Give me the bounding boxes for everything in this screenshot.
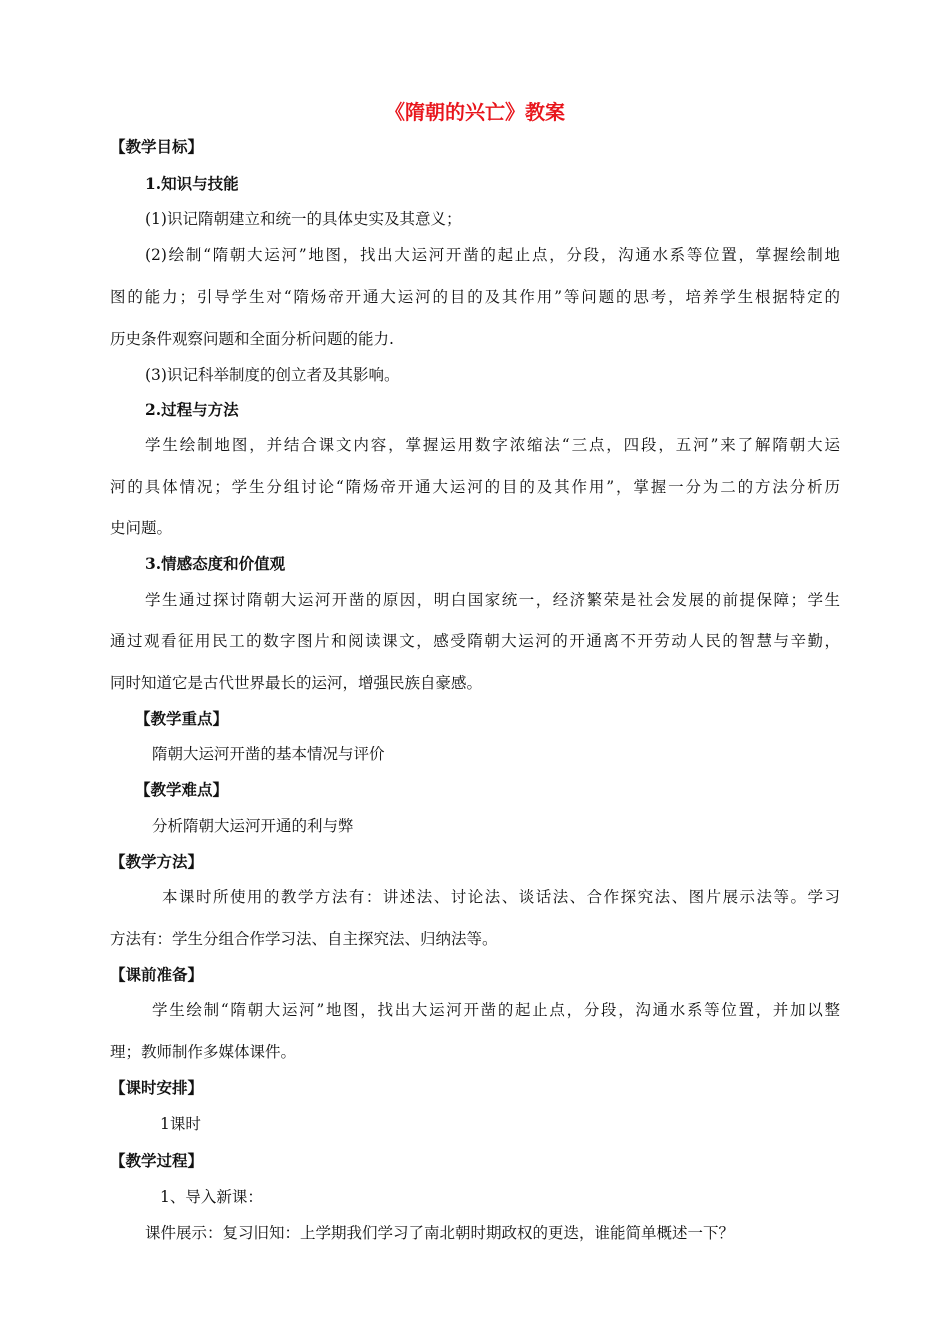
paragraph-line: 历史条件观察问题和全面分析问题的能力. xyxy=(110,330,394,348)
heading-teaching-objectives: 【教学目标】 xyxy=(110,137,204,156)
subheading-knowledge-skills: 1.知识与技能 xyxy=(145,174,239,193)
heading-class-schedule: 【课时安排】 xyxy=(110,1078,204,1097)
subheading-process-methods: 2.过程与方法 xyxy=(145,400,239,419)
heading-teaching-methods: 【教学方法】 xyxy=(110,852,204,871)
paragraph-line: (3)识记科举制度的创立者及其影响。 xyxy=(145,366,400,384)
paragraph-line: 通过观看征用民工的数字图片和阅读课文，感受隋朝大运河的开通离不开劳动人民的智慧与辛勤， xyxy=(110,632,840,650)
paragraph-line: (2)绘制“隋朝大运河”地图，找出大运河开凿的起止点，分段，沟通水系等位置，掌握绘制地 xyxy=(145,246,840,264)
heading-preparation: 【课前准备】 xyxy=(110,965,204,984)
paragraph-line: 学生绘制“隋朝大运河”地图，找出大运河开凿的起止点，分段，沟通水系等位置，并加以整 xyxy=(152,1001,840,1019)
paragraph-line: 图的能力；引导学生对“隋炀帝开通大运河的目的及其作用”等问题的思考，培养学生根据特定的 xyxy=(110,288,840,306)
paragraph-line: 学生通过探讨隋朝大运河开凿的原因，明白国家统一，经济繁荣是社会发展的前提保障；学生 xyxy=(145,591,840,609)
paragraph-line: 学生绘制地图，并结合课文内容，掌握运用数字浓缩法“三点，四段，五河”来了解隋朝大运 xyxy=(145,436,840,454)
paragraph-line: 隋朝大运河开凿的基本情况与评价 xyxy=(152,745,385,763)
paragraph-line: 1、导入新课： xyxy=(160,1188,263,1206)
paragraph-line: 课件展示：复习旧知：上学期我们学习了南北朝时期政权的更迭，谁能简单概述一下？ xyxy=(145,1224,735,1242)
paragraph-line: 河的具体情况；学生分组讨论“隋炀帝开通大运河的目的及其作用”，掌握一分为二的方法分析历 xyxy=(110,478,840,496)
subheading-emotion-values: 3.情感态度和价值观 xyxy=(145,554,286,573)
paragraph-line: 1课时 xyxy=(160,1115,201,1133)
paragraph-line: (1)识记隋朝建立和统一的具体史实及其意义； xyxy=(145,210,462,228)
paragraph-line: 同时知道它是古代世界最长的运河，增强民族自豪感。 xyxy=(110,674,483,692)
paragraph-line: 分析隋朝大运河开通的利与弊 xyxy=(152,817,354,835)
paragraph-line: 理；教师制作多媒体课件。 xyxy=(110,1043,297,1061)
paragraph-line: 本课时所使用的教学方法有：讲述法、讨论法、谈话法、合作探究法、图片展示法等。学习 xyxy=(162,888,840,906)
heading-teaching-focus: 【教学重点】 xyxy=(135,709,229,728)
heading-teaching-difficulty: 【教学难点】 xyxy=(135,780,229,799)
heading-teaching-process: 【教学过程】 xyxy=(110,1151,204,1170)
document-title: 《隋朝的兴亡》教案 xyxy=(385,100,565,124)
paragraph-line: 方法有：学生分组合作学习法、自主探究法、归纳法等。 xyxy=(110,930,498,948)
paragraph-line: 史问题。 xyxy=(110,519,173,537)
